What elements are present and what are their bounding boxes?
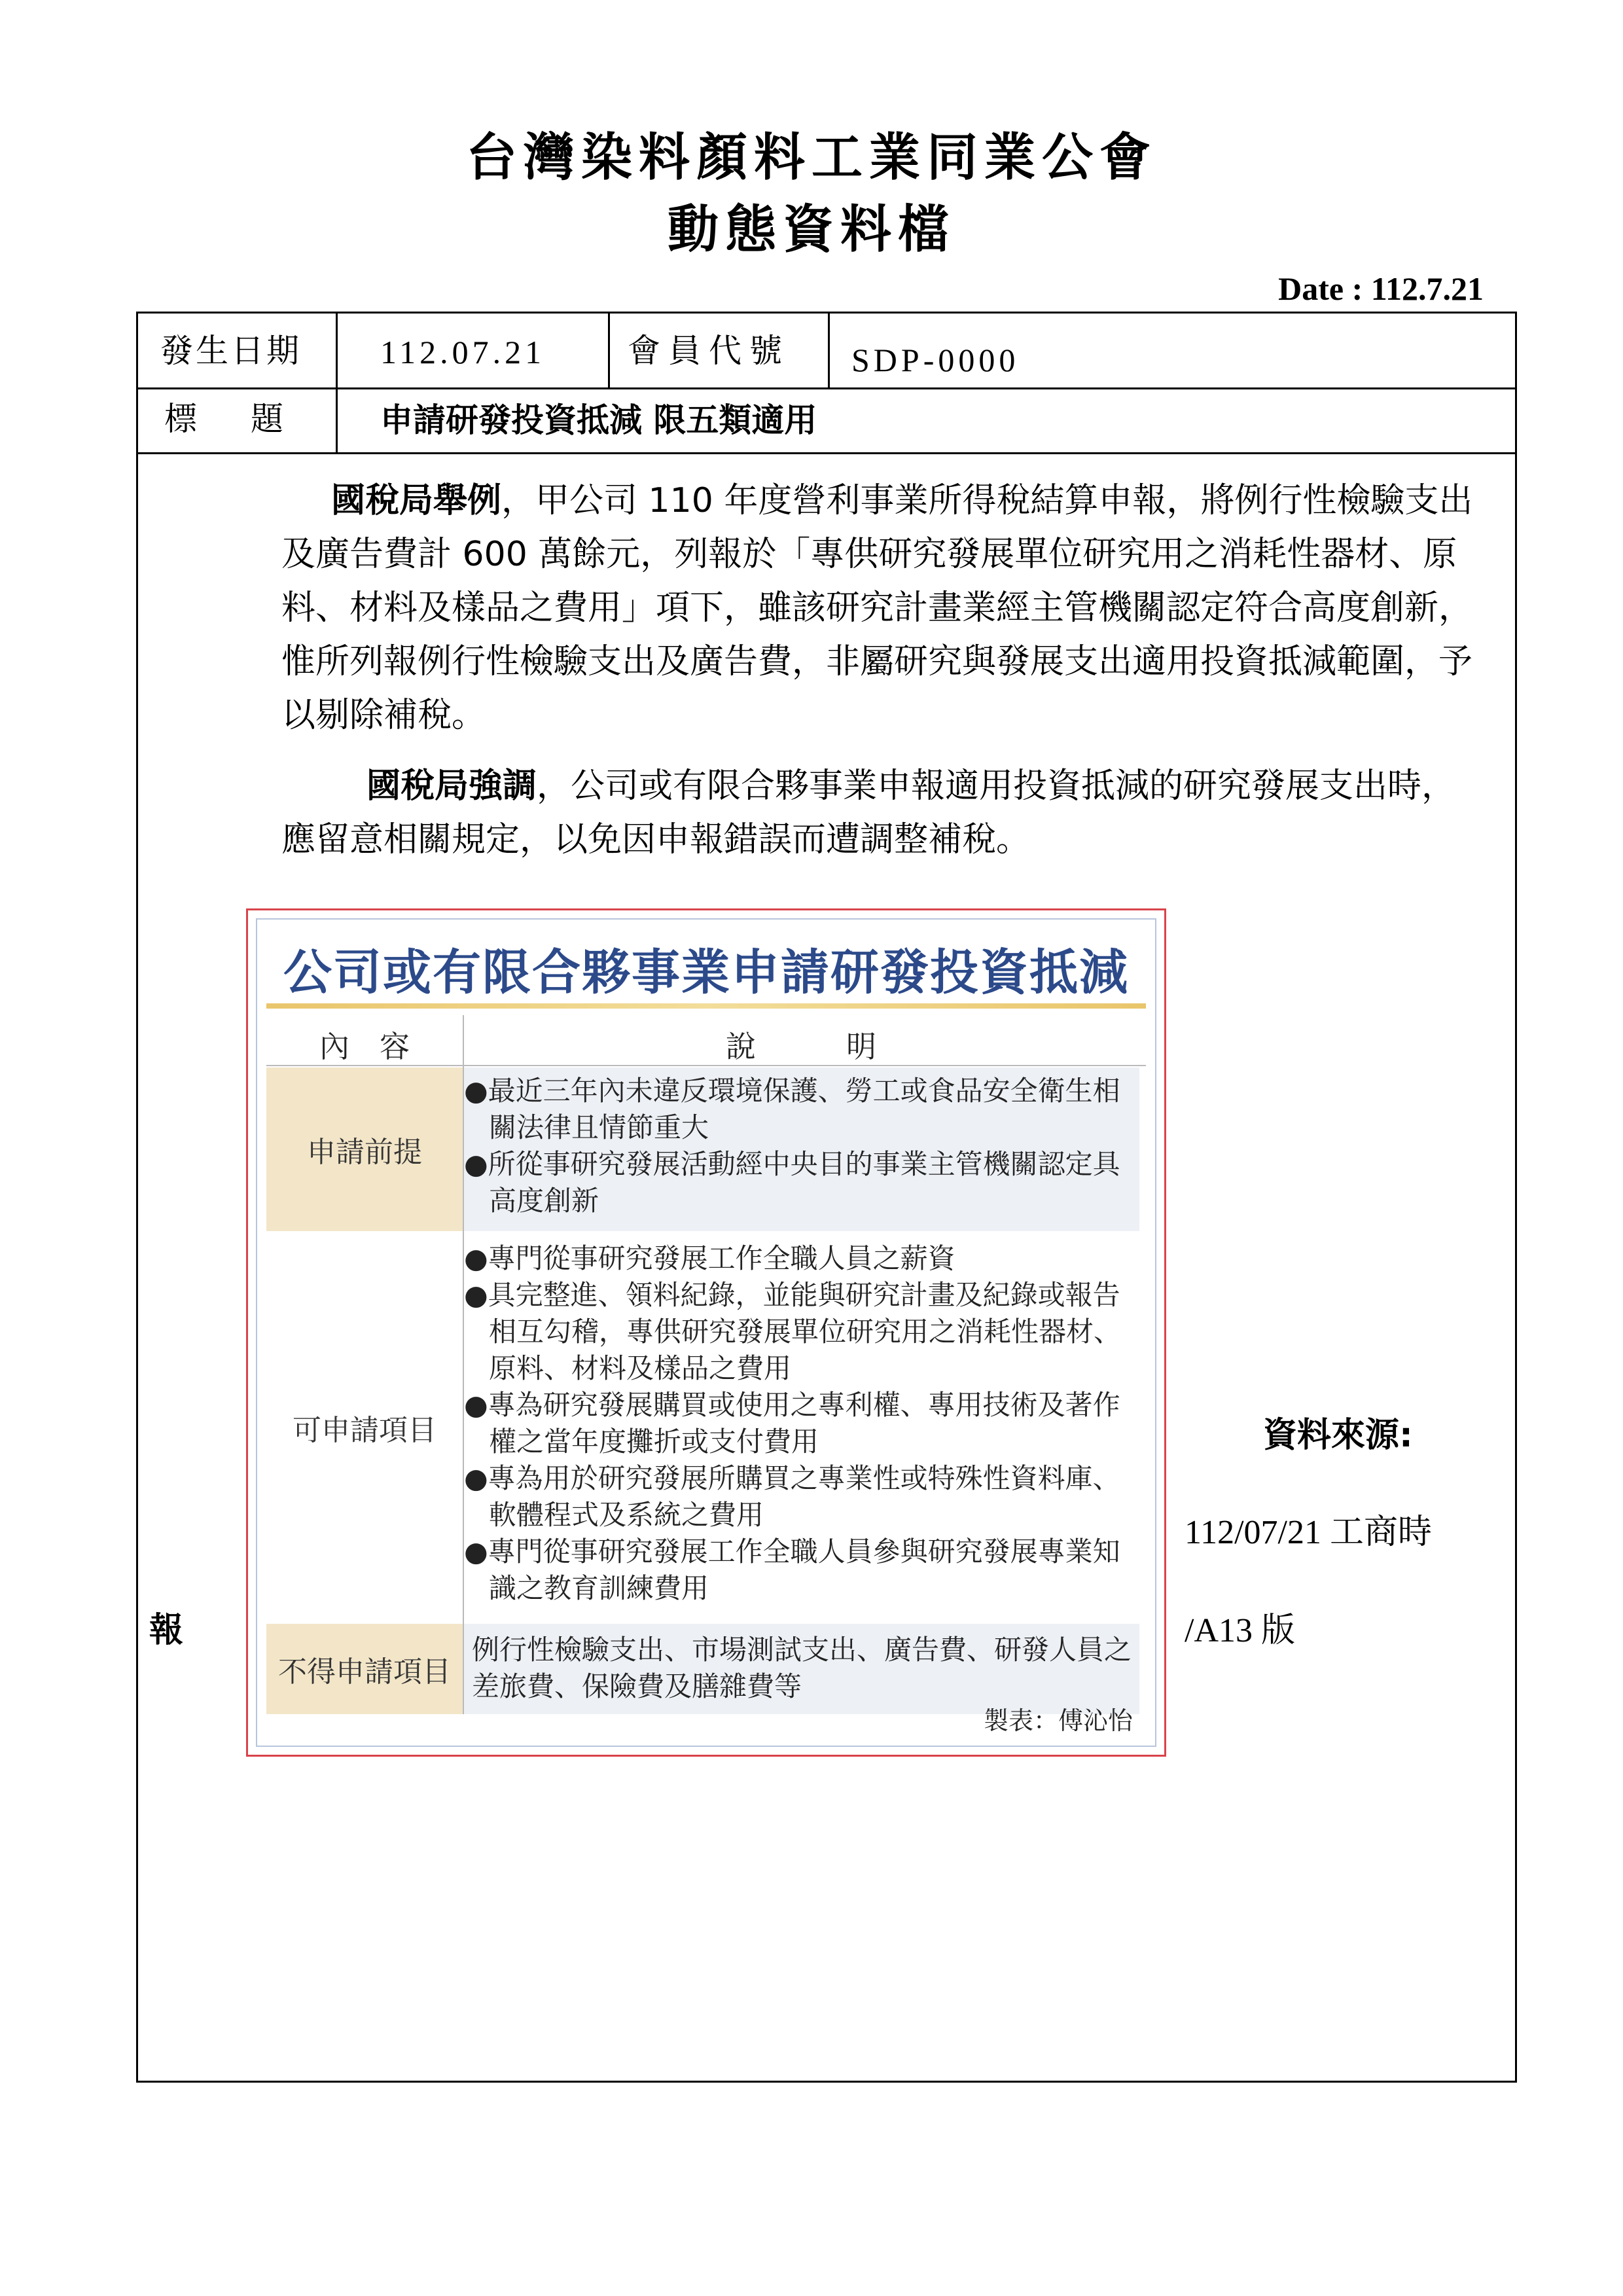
date-value: 112.07.21 [380,334,546,370]
col-divider [336,314,338,452]
row2-item: ●具完整進、領料紀錄，並能與研究計畫及紀錄或報告相互勾稽，專供研究發展單位研究用之消耗性器材、原料、材料及樣品之費用 [464,1279,1122,1384]
doc-date: Date : 112.7.21 [1278,270,1484,307]
row1-items [464,1073,1138,1219]
col-divider [828,314,830,387]
source-line-2: /A13 版 [1185,1612,1296,1649]
row3-label: 不得申請項目 [278,1655,451,1689]
paragraph-1-text: ，甲公司 110 年度營利事業所得稅結算申報，將例行性檢驗支出及廣告費計 600 萬餘元，列報於「專供研究發展單位研究用之消耗性器材、原料、材料及樣品之費用」項下，雖該研究計畫業經主管機關認定符合高度創新，惟所列報例行性檢驗支出及廣告費，非屬研究與發展支出適用投資抵減範圍，予以剔除補稅。 [281,481,1473,735]
paragraph-2-text: ，公司或有限合夥事業申報適用投資抵減的研究發展支出時，應留意相關規定，以免因申報錯誤而遭調整補稅。 [281,766,1456,859]
doc-type-title: 動態資料檔 [667,200,955,259]
row1-item: ●最近三年內未違反環境保護、勞工或食品安全衛生相關法律且情節重大 [464,1075,1120,1143]
row2-item: ●專門從事研究發展工作全職人員參與研究發展專業知識之教育訓練費用 [464,1535,1120,1604]
row-divider [138,387,1515,389]
paragraph-2-lead: 國稅局強調 [366,766,537,806]
infographic-title: 公司或有限合夥事業申請研發投資抵減 [283,944,1129,1001]
row2-items [464,1240,1138,1607]
date-label: 發生日期 [160,332,302,370]
title-label: 標 題 [164,400,294,438]
member-value: SDP-0000 [851,342,1020,378]
member-label: 會員代號 [628,332,790,370]
source-label: 資料來源: [1263,1416,1413,1455]
row2-item: ●專門從事研究發展工作全職人員之薪資 [464,1242,955,1274]
row1-item: ●所從事研究發展活動經中央目的事業主管機關認定具高度創新 [464,1148,1120,1217]
title-value: 申請研發投資抵減 限五類適用 [380,401,817,439]
report-char: 報 [149,1611,184,1650]
col-header-explain: 說 明 [726,1029,876,1064]
col-divider [608,314,610,387]
title-underline [266,1003,1146,1009]
org-name: 台灣染料顏料工業同業公會 [465,128,1157,187]
row-divider [138,452,1515,454]
row2-item: ●專為研究發展購買或使用之專利權、專用技術及著作權之當年度攤折或支付費用 [464,1389,1120,1458]
row2-label: 可申請項目 [293,1414,437,1447]
row3-text: 例行性檢驗支出、市場測試支出、廣告費、研發人員之差旅費、保險費及膳雜費等 [472,1634,1132,1702]
source-line-1: 112/07/21 工商時 [1185,1514,1432,1551]
paragraph-1-lead: 國稅局舉例 [331,481,502,520]
row1-label: 申請前提 [307,1136,422,1169]
col-header-content: 內 容 [319,1029,410,1064]
paragraph-2 [281,759,1486,867]
infographic [246,908,1166,1757]
figure-credit: 製表：傅沁怡 [983,1706,1133,1735]
header-rule [266,1065,1146,1066]
paragraph-1 [281,474,1486,742]
row2-item: ●專為用於研究發展所購買之專業性或特殊性資料庫、軟體程式及系統之費用 [464,1462,1120,1531]
